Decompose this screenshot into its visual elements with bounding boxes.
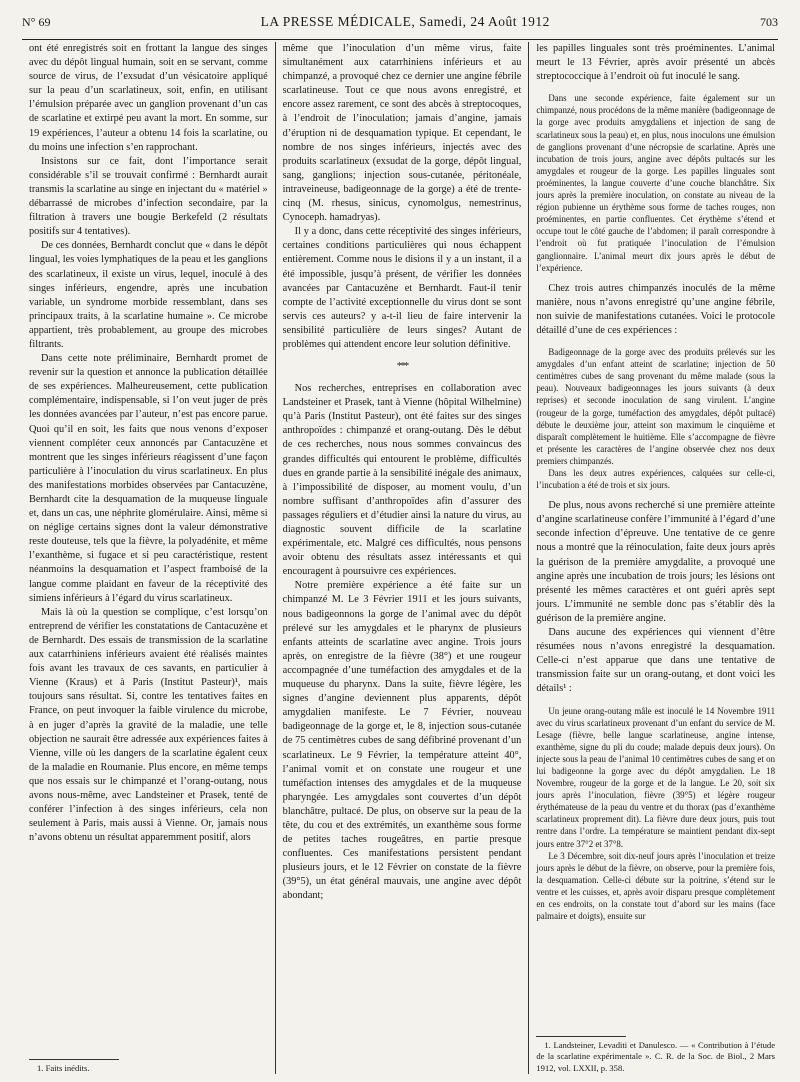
page-header (22, 14, 778, 40)
small-paragraph: Un jeune orang-outang mâle est inoculé le 14 Novembre 1911 avec du virus scarlatineux provenant d’un enfant du service de M. Lesage (fièvre, belle langue scarlatineuse, angine intense, exanthème, signe du pli du coude; malade depuis deux jours). On injecte sous la peau de l’animal 10 centimètres cubes de sang et on lui badigeonne la gorge avec du dépôt amygdalien. Le 18 Novembre, rougeur de la gorge et de la langue. Le 20, soit six jours après l’inoculation, fièvre (39°5) et légère rougeur érythémateuse de la peau du ventre et du thorax (pas d’exanthème scarlatineux proprement dit). La fièvre dure deux jours, puis tout rentre dans l’ordre. La température se maintient pendant dix-sept jours entre 37°2 et 37°8. (536, 705, 776, 849)
section-separator: *** (396, 360, 408, 373)
small-paragraph: Badigeonnage de la gorge avec des produits prélevés sur les amygdales d’un enfant atteint de scarlatine; injection de 50 centimètres cubes de sang provenant du même malade (sous la peau). Nouveaux badigeonnages les jours suivants (à deux reprises) et seconde inoculation de sang virulent. L’angine (rougeur de la gorge, tuméfaction des amygdales, dépôt pultacé) débute le deuxième jour, atteint son maximum le cinquième et disparaît complètement le huitième. Elle s’accompagne de fièvre et présente les caractères de l’angine observée chez nos deux premiers chimpanzés. (536, 347, 776, 466)
small-paragraph: Dans les deux autres expériences, calquées sur celle-ci, l’incubation a été de trois et six jours. (536, 468, 776, 491)
footnote-rule (29, 1059, 119, 1060)
paragraph: De ces données, Bernhardt conclut que « dans le dépôt lingual, les voies lymphatiques de la peau et les ganglions des scarlatineux, il existe un virus, lequel, inoculé à des singes inférieurs, engendre, après une incubation variable, un syndrome morbide ressemblant, dans ses principaux traits, à la scarlatine humaine ». Ce microbe appartient, très probablement, au groupe des microbes filtrants. (29, 240, 268, 350)
paragraph: les papilles linguales sont très proéminentes. L’animal meurt le 13 Février, après avoir présenté un abcès streptococcique à l’endroit où fut inoculé le sang. (536, 43, 776, 83)
small-paragraph: Dans une seconde expérience, faite également sur un chimpanzé, nous procédons de la même manière (badigeonnage de la gorge avec produits amygdaliens et injection de sang de scarlatineux sous la peau) et, en plus, nous inoculons une émulsion de ganglions provenant d’une nécropsie de scarlatine. Après une incubation de trois jours, angine avec dépôts pultacés sur les amygdales et rougeur de la gorge. Les papilles linguales sont proéminentes, la langue couverte d’une couche blanchâtre. Six jours après la première inoculation, on constate au niveau de la région pubienne un érythème sous forme de taches rouges, non proéminentes, en partie confluentes. Cet érythème s’étend et occupe tout le côté gauche de l’abdomen; il paraît correspondre à l’endroit où fut pratiquée l’inoculation de l’émulsion ganglionnaire. L’animal meurt dix jours après le début de l’expérience. (536, 93, 776, 273)
column-3 (528, 42, 782, 1074)
footnote-rule (536, 1036, 626, 1037)
footnote-block (29, 1053, 268, 1075)
paragraph: Notre première expérience a été faite sur un chimpanzé M. Le 3 Février 1911 et les jours suivants, nous badigeonnons la gorge de l’animal avec du dépôt prélevé sur les amygdales et le pharynx de plusieurs enfants atteints de scarlatine avec angine. Trois jours après, on enregistre de la fièvre (38°) et une rougeur accompagnée d’une tuméfaction des amygdales et de la muqueuse du pharynx. Dans la suite, fièvre légère, les signes d’angine deviennent plus apparents, dépôt amygdalien manifeste. Le 7 Février, nouveau badigeonnage de la gorge et, le 8, injection sous-cutanée de 75 centimètres cubes de sang défibriné provenant d’un scarlatineux. Le 9 Février, la température atteint 40°, l’animal vomit et on constate une rougeur et une tuméfaction intenses des amygdales et de la muqueuse pharyngée. Les amygdales sont couvertes d’un dépôt blanchâtre, pultacé. De plus, on observe sur la peau de la tête, du cou et des extrémités, un exanthème sous forme de petites taches rougeâtres, en partie presque confluentes. Ces manifestations persistent pendant plusieurs jours, et le 12 Février on constate de la fièvre (39°5), un état général mauvais, une angine avec dépôt abondant; (282, 580, 522, 902)
page-number: 703 (759, 15, 778, 29)
issue-number: N° 69 (22, 15, 51, 29)
paragraph: Il y a donc, dans cette réceptivité des singes inférieurs, certaines conditions particulières qui nous échappent entièrement. Comme nous le disions il y a un instant, il a été impossible, jusqu’à présent, de vérifier les données avancées par Cantacuzène et Bernhardt. Faut-il tenir compte de l’activité exceptionnelle du virus dont se sont servis ces auteurs? y a-t-il lieu de faire intervenir la sensibilité particulière de leurs singes? Autant de problèmes qui attendent encore leur solution définitive. (282, 226, 522, 350)
paragraph: Mais là où la question se complique, c’est lorsqu’on entreprend de vérifier les constatations de Cantacuzène et de Bernhardt. Des essais de transmission de la scarlatine aux catarrhiniens inférieurs avaient été réalisés maintes fois avant les travaux de ces savants, en particulier à Vienne (Kraus) et à Paris (Institut Pasteur)¹, mais toujours sans résultat. Si, contre les tentatives faites en France, on peut invoquer la faible virulence du microbe, à en juger d’après la gravité de la maladie, une telle objection ne saurait être adressée aux expériences faites à Vienne, ville où les dangers de la scarlatine égalent ceux de la maladie en Roumanie. Plus encore, en même temps que nos essais sur le chimpanzé et l’orang-outang, nous avons nous-même, avec Landsteiner et Prasek, tenté de conférer l’infection à des singes inférieurs, cela non seulement à Paris, mais aussi à Vienne. Or, jamais nous n’avons obtenu un résultat apparemment positif, alors (29, 606, 268, 844)
paragraph: Dans aucune des expériences qui viennent d’être résumées nous n’avons enregistré la desquamation. Celle-ci n’est apparue que dans une tentative de transmission faite sur un orang-outang, et dont voici les détails¹ : (536, 627, 776, 695)
footnote: 1. Landsteiner, Levaditi et Danulesco. — « Contribution à l’étude de la scarlatine expérimentale ». C. R. de la Soc. de Biol., 2 Mars 1912, vol. LXXII, p. 358. (536, 1039, 776, 1073)
small-paragraph: Le 3 Décembre, soit dix-neuf jours après l’inoculation et treize jours après le début de la fièvre, on observe, pour la première fois, la desquamation. Celle-ci débute sur la poitrine, s’étend sur le ventre et les cuisses, et, après avoir disparu presque complètement en ces endroits, on la constate tout d’abord sur les mains (face palmaire et doigts), ensuite sur (536, 850, 776, 922)
paragraph: ont été enregistrés soit en frottant la langue des singes avec du dépôt lingual humain, soit en se servant, comme source de virus, de l’exsudat d’un vésicatoire appliqué sur la peau d’un scarlatineux, soit, enfin, en utilisant l’émulsion préparée avec un ganglion provenant d’un cas de scarlatine et extirpé peu avant la mort. En somme, sur 19 expériences, l’auteur a obtenu 14 fois la scarlatine, ou du moins une infection s’en rapprochant. (29, 43, 268, 153)
paragraph: Chez trois autres chimpanzés inoculés de la même manière, nous n’avons enregistré qu’une angine fébrile, non suivie de manifestations cutanées. Voici le protocole détaillé d’une de ces expériences : (536, 282, 776, 336)
paragraph: Insistons sur ce fait, dont l’importance serait considérable s’il se trouvait confirmé : Bernhardt aurait transmis la scarlatine au singe en injectant du « matériel » débarrassé de microbes d’infection secondaire, par la filtration à travers une bougie Berkefeld (2 résultats positifs sur 4 tentatives). (29, 155, 268, 238)
column-1 (22, 42, 275, 1074)
journal-title: LA PRESSE MÉDICALE, Samedi, 24 Août 1912 (260, 14, 550, 29)
footnote: 1. Faits inédits. (37, 1062, 90, 1073)
column-2 (275, 42, 529, 1074)
footnote-block (536, 1030, 775, 1075)
paragraph: De plus, nous avons recherché si une première atteinte d’angine scarlatineuse confère l’immunité à l’égard d’une seconde infection d’épreuve. Une tentative de ce genre nous a montré que la réinoculation, faite deux jours après la guérison de la première amygdalite, a provoqué une angine après une incubation de trois jours; les lésions ont présenté les mêmes caractères et ont guéri après sept jours. L’immunité ne semble donc pas s’établir dès la guérison de la première angine. (536, 500, 776, 624)
paragraph: même que l’inoculation d’un même virus, faite simultanément aux catarrhiniens inférieurs et au chimpanzé, a provoqué chez ce dernier une angine fébrile scarlatineuse. Tout ce que nous avons enregistré, et encore assez rarement, ce sont des abcès à streptocoques, à l’endroit de l’inoculation; jamais d’angine, jamais d’éruption ni de desquamation typique. Et cependant, le nombre de nos singes inférieurs, injectés avec des produits scarlatineux (exsudat de la gorge, dépôt lingual, sang, ganglions; injection sous-cutanée, péritonéale, intraveineuse, badigeonnage de la gorge) a été de trente-cinq (M. rhesus, sinicus, cynomolgus, nemestrinus, Cynoceph. hamadryas). (282, 43, 522, 224)
paragraph: Dans cette note préliminaire, Bernhardt promet de revenir sur la question et annonce la publication détaillée de ses expériences. Malheureusement, cette publication complémentaire, indispensable, si l’on veut juger de près les données avancées par l’auteur, n’est pas encore parue. Quoi qu’il en soit, les faits que nous venons d’exposer viennent compléter ceux annoncés par Cantacuzène et montrent que les singes inférieurs réagissent d’une façon particulière à l’inoculation du virus scarlatineux. En plus des manifestations morbides observées par Cantacuzène, Bernhardt cite la desquamation de la muqueuse linguale et, dans un cas, une néphrite glomérulaire. Ainsi, même si on néglige certains signes dont la valeur démonstrative reste douteuse, tels que la fièvre, la polyadénite, et même l’exanthème, si fugace et si peu caractéristique, restent néanmoins la desquamation et l’aspect framboisé de la langue comme plaidant en faveur de la réceptivité des simiens inférieurs à l’égard du virus scarlatineux. (29, 353, 268, 604)
columns (22, 42, 782, 1074)
paragraph: Nos recherches, entreprises en collaboration avec Landsteiner et Prasek, tant à Vienne (hôpital Wilhelmine) qu’à Paris (Institut Pasteur), ont été faites sur des singes anthropoïdes : chimpanzé et orang-outang. Dès le début de ces recherches, nous nous sommes convaincus des grandes difficultés qui entourent le problème, difficultés dues en grande partie à la sensibilité inégale des animaux, à l’impossibilité de disposer, au moment voulu, d’un nombre suffisant d’anthropoïdes afin d’assurer des passages réguliers et d’étudier ainsi la nature du virus, au diagnostic souvent difficile de la scarlatine expérimentale, etc. Malgré ces difficultés, nous pensons avoir obtenu des résultats assez intéressants et qui encouragent à poursuivre ces expériences. (282, 383, 522, 578)
